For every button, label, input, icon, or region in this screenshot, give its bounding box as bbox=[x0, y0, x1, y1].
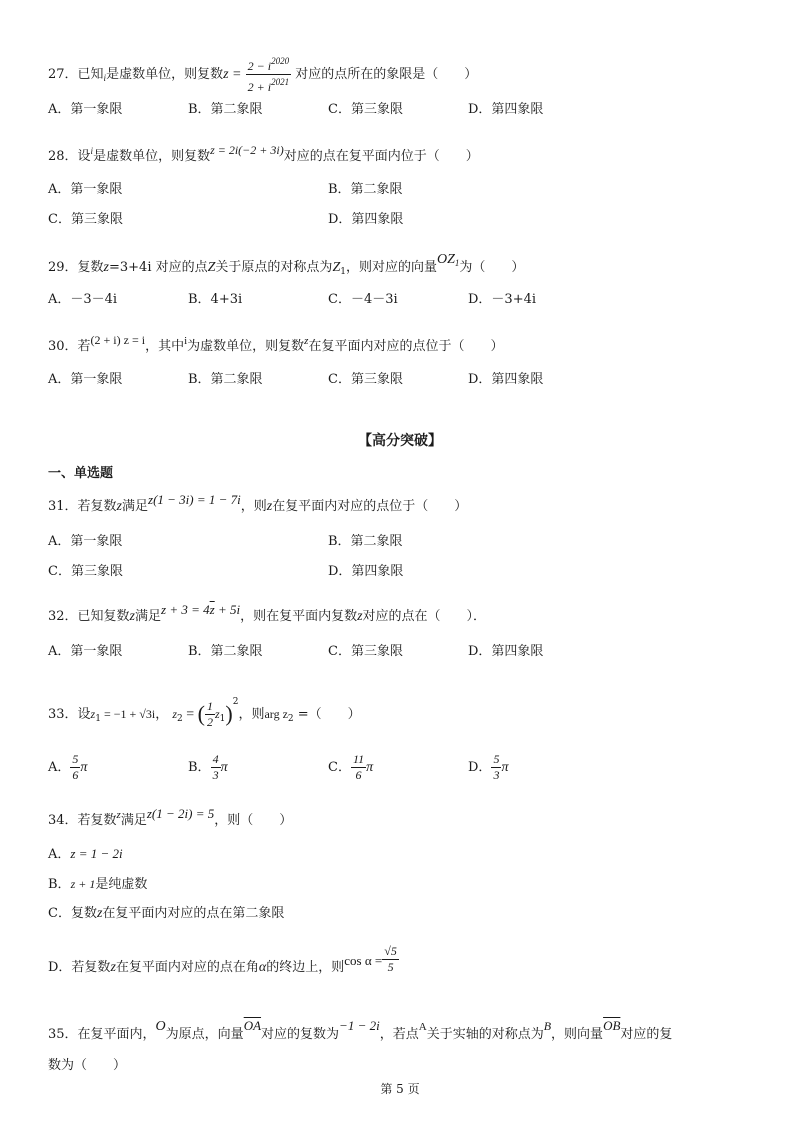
q35-vec-OA: $\overline{OA}$ bbox=[243, 1018, 262, 1033]
q29-text-a: 29．复数 bbox=[48, 260, 104, 275]
q32-option-a: A．第一象限 bbox=[48, 644, 123, 659]
q34-option-d bbox=[48, 944, 399, 978]
q33-option-a bbox=[48, 752, 87, 783]
q33-z2-sub: 2 bbox=[177, 714, 183, 724]
q29-text-c: 关于原点的对称点为 bbox=[215, 260, 333, 275]
q30-option-a: A．第一象限 bbox=[48, 372, 123, 387]
q29-vector bbox=[437, 252, 459, 267]
q27-num-exp: 2020 bbox=[271, 56, 290, 66]
q30-post: 在复平面内对应的点位于（ ） bbox=[308, 339, 504, 354]
q29-option-a: A．－3－4i bbox=[48, 292, 118, 307]
q30-z: z bbox=[304, 335, 309, 347]
q34-formula: z(1 − 2i) = 5 bbox=[146, 806, 215, 821]
q31-mid: 满足 bbox=[122, 499, 149, 514]
q33-c-label: C． bbox=[328, 760, 351, 775]
q27-mid: 是虚数单位，则复数 bbox=[106, 67, 224, 82]
q32-zbar: $\overline{z}$ bbox=[209, 602, 215, 617]
q32-formula-a: z + 3 = 4 bbox=[161, 602, 210, 617]
q29-text-e: 为（ ） bbox=[459, 260, 525, 275]
q33-d-den: 3 bbox=[493, 768, 500, 782]
q34-d-z: z bbox=[110, 960, 116, 975]
q31-post-a: ，则 bbox=[240, 499, 267, 514]
q33-f2-lp: ( bbox=[197, 701, 205, 726]
q33-a-pi: π bbox=[80, 760, 88, 775]
q29-z: z bbox=[103, 260, 109, 275]
q33-half-den: 2 bbox=[206, 715, 213, 729]
q34-mid: 满足 bbox=[120, 813, 147, 828]
q33-a-den: 6 bbox=[72, 768, 79, 782]
q27-option-a: A．第一象限 bbox=[48, 102, 123, 117]
q33-b-pi: π bbox=[220, 760, 228, 775]
q34-c-z: z bbox=[96, 906, 103, 921]
q31-post-z: z bbox=[266, 499, 273, 514]
q29-vec: OZ bbox=[436, 252, 455, 267]
q33-f2-eq: = bbox=[182, 707, 198, 722]
q29-option-c: C．－4－3i bbox=[328, 292, 398, 307]
q33-z1: z bbox=[90, 707, 96, 721]
q34-c-b: 在复平面内对应的点在第二象限 bbox=[102, 906, 285, 921]
q33-d-num: 5 bbox=[493, 752, 500, 766]
q31-option-c: C．第三象限 bbox=[48, 564, 123, 579]
q33-arg-sub: 2 bbox=[287, 714, 294, 724]
q34-d-den: 5 bbox=[387, 960, 394, 974]
section-title: 【高分突破】 bbox=[358, 433, 442, 449]
q32-option-c: C．第三象限 bbox=[328, 644, 403, 659]
q28-stem bbox=[48, 140, 479, 167]
q29-option-d: D．－3+4i bbox=[468, 292, 537, 307]
q33-half-num: 1 bbox=[206, 699, 213, 713]
q27-option-b: B．第二象限 bbox=[188, 102, 263, 117]
q34-d-num: √5 bbox=[384, 944, 397, 958]
q33-b-den: 3 bbox=[212, 768, 219, 782]
q28-option-a: A．第一象限 bbox=[48, 182, 123, 197]
q34-post: ，则（ ） bbox=[214, 813, 293, 828]
q32-option-b: B．第二象限 bbox=[188, 644, 263, 659]
q33-f1: = −1 + √3i bbox=[100, 707, 156, 721]
q33-sep: ， bbox=[155, 707, 169, 722]
q33-a-label: A． bbox=[48, 760, 71, 775]
q35-stem bbox=[48, 1016, 672, 1045]
q34-option-b bbox=[48, 874, 147, 895]
q33-option-b bbox=[188, 752, 228, 783]
q27-num: 2 − i bbox=[247, 59, 272, 73]
q27-pre: 27．已知 bbox=[48, 67, 104, 82]
q27-option-d: D．第四象限 bbox=[468, 102, 544, 117]
q33-c-frac bbox=[351, 752, 366, 783]
q33-f2-rp: ) bbox=[225, 701, 233, 726]
q34-c-a: C．复数 bbox=[48, 906, 97, 921]
page-footer: 第 5 页 bbox=[380, 1082, 420, 1096]
q33-f2-sq: 2 bbox=[232, 697, 239, 707]
q35-A: A bbox=[418, 1021, 427, 1033]
q34-d-alpha: α bbox=[258, 960, 267, 975]
q30-mid2: 为虚数单位，则复数 bbox=[187, 339, 305, 354]
q33-b-frac bbox=[211, 752, 221, 783]
q33-half bbox=[205, 699, 215, 730]
q33-d-label: D． bbox=[468, 760, 492, 775]
q29-vec-sub: 1 bbox=[454, 258, 460, 268]
q34-pre: 34．若复数 bbox=[48, 813, 117, 828]
q35-pre: 35．在复平面内， bbox=[48, 1027, 156, 1042]
q35-vec-OB: $\overline{OB}$ bbox=[603, 1018, 621, 1033]
q34-d-frac bbox=[382, 944, 399, 975]
q34-d-c: 的终边上，则 bbox=[266, 960, 345, 975]
q33-c-num: 11 bbox=[352, 752, 365, 766]
q29-Z1: Z bbox=[332, 260, 341, 275]
q31-post-b: 在复平面内对应的点位于（ ） bbox=[272, 499, 468, 514]
q35-mid1: 为原点，向量 bbox=[165, 1027, 244, 1042]
q33-z2: z bbox=[172, 707, 178, 721]
q29-option-b: B．4+3i bbox=[188, 292, 243, 307]
q33-d-pi: π bbox=[501, 760, 509, 775]
q33-option-c bbox=[328, 752, 373, 783]
q30-formula: (2 + i) z = i bbox=[90, 333, 146, 347]
q28-option-b: B．第二象限 bbox=[328, 182, 403, 197]
q34-stem bbox=[48, 804, 292, 831]
section-label: 一、单选题 bbox=[48, 466, 114, 481]
q35-line2: 数为（ ） bbox=[48, 1058, 127, 1073]
q27-post: 对应的点所在的象限是（ ） bbox=[295, 67, 478, 82]
q32-post-a: ，则在复平面内复数 bbox=[240, 609, 358, 624]
q27-den: 2 + i bbox=[247, 80, 272, 94]
q33-post-a: ，则 bbox=[238, 707, 265, 722]
q34-option-a bbox=[48, 844, 123, 865]
q31-option-a: A．第一象限 bbox=[48, 534, 123, 549]
q33-b-label: B． bbox=[188, 760, 211, 775]
q27-lhs: z = bbox=[223, 67, 242, 82]
q33-d-frac bbox=[491, 752, 501, 783]
q32-z: z bbox=[129, 609, 135, 624]
q35-mid3: ，若点 bbox=[379, 1027, 419, 1042]
q33-f2-zsub: 1 bbox=[219, 714, 226, 724]
q31-z: z bbox=[116, 499, 122, 514]
q33-f2-z: z bbox=[214, 707, 220, 721]
q29-Z1-sub: 1 bbox=[340, 267, 346, 277]
q30-option-b: B．第二象限 bbox=[188, 372, 263, 387]
q31-option-d: D．第四象限 bbox=[328, 564, 404, 579]
q34-z: z bbox=[116, 809, 121, 821]
q31-option-b: B．第二象限 bbox=[328, 534, 403, 549]
q29-text-d: ，则对应的向量 bbox=[345, 260, 437, 275]
q32-post-z: z bbox=[357, 609, 363, 624]
q32-post-b: 对应的点在（ ）． bbox=[362, 609, 487, 624]
q35-mid4: 关于实轴的对称点为 bbox=[426, 1027, 544, 1042]
q27-den-exp: 2021 bbox=[271, 77, 290, 87]
q33-c-pi: π bbox=[366, 760, 374, 775]
q30-i: i bbox=[184, 335, 188, 347]
q33-a-num: 5 bbox=[72, 752, 79, 766]
q35-B: B bbox=[543, 1019, 552, 1033]
q35-val: −1 − 2i bbox=[339, 1018, 380, 1033]
q30-pre: 30．若 bbox=[48, 339, 91, 354]
q27-option-c: C．第三象限 bbox=[328, 102, 403, 117]
q34-b-text: 是纯虚数 bbox=[95, 877, 148, 892]
q28-formula: z = 2i(−2 + 3i) bbox=[210, 143, 284, 157]
q33-stem bbox=[48, 692, 361, 730]
q34-a-formula: z = 1 − 2i bbox=[70, 846, 123, 861]
q32-stem bbox=[48, 600, 486, 627]
q31-pre: 31．若复数 bbox=[48, 499, 117, 514]
q33-a-frac bbox=[70, 752, 80, 783]
q34-d-b: 在复平面内对应的点在角 bbox=[115, 960, 259, 975]
q30-option-d: D．第四象限 bbox=[468, 372, 544, 387]
q32-pre: 32．已知复数 bbox=[48, 609, 130, 624]
q28-pre: 28．设 bbox=[48, 149, 91, 164]
q27-fraction bbox=[246, 54, 291, 95]
q34-d-a: D．若复数 bbox=[48, 960, 111, 975]
q29-text-b: =3+4i 对应的点 bbox=[109, 260, 208, 275]
q29-stem bbox=[48, 250, 524, 282]
q28-mid: 是虚数单位，则复数 bbox=[93, 149, 211, 164]
q28-option-d: D．第四象限 bbox=[328, 212, 404, 227]
q31-stem bbox=[48, 490, 467, 517]
q33-c-den: 6 bbox=[355, 768, 362, 782]
q33-option-d bbox=[468, 752, 508, 783]
q29-Z: Z bbox=[207, 260, 216, 275]
q28-post: 对应的点在复平面内位于（ ） bbox=[283, 149, 479, 164]
q34-b-label: B． bbox=[48, 877, 71, 892]
q33-z1-sub: 1 bbox=[95, 714, 101, 724]
q31-formula: z(1 − 3i) = 1 − 7i bbox=[148, 492, 241, 507]
q33-b-num: 4 bbox=[212, 752, 219, 766]
q28-option-c: C．第三象限 bbox=[48, 212, 123, 227]
q35-mid5: ，则向量 bbox=[551, 1027, 604, 1042]
q27-stem bbox=[48, 54, 477, 95]
q33-pre: 33．设 bbox=[48, 707, 91, 722]
q30-stem bbox=[48, 330, 503, 357]
q32-formula-b: + 5i bbox=[214, 602, 241, 617]
q35-mid6: 对应的复 bbox=[620, 1027, 673, 1042]
q33-arg: arg z bbox=[264, 707, 288, 721]
q32-formula bbox=[161, 602, 240, 617]
q35-mid2: 对应的复数为 bbox=[261, 1027, 340, 1042]
q30-option-c: C．第三象限 bbox=[328, 372, 403, 387]
q32-option-d: D．第四象限 bbox=[468, 644, 544, 659]
q35-O: O bbox=[155, 1019, 166, 1034]
q28-i: i bbox=[90, 146, 94, 156]
q34-a-label: A． bbox=[48, 847, 71, 862]
q32-mid: 满足 bbox=[135, 609, 162, 624]
q34-b-formula: z + 1 bbox=[70, 877, 96, 891]
q30-mid: ，其中 bbox=[145, 339, 185, 354]
q34-d-cos: cos α = bbox=[344, 953, 383, 968]
q27-i: i bbox=[103, 73, 107, 83]
q33-post-b: =（ ） bbox=[293, 707, 361, 722]
q34-option-c bbox=[48, 904, 284, 924]
